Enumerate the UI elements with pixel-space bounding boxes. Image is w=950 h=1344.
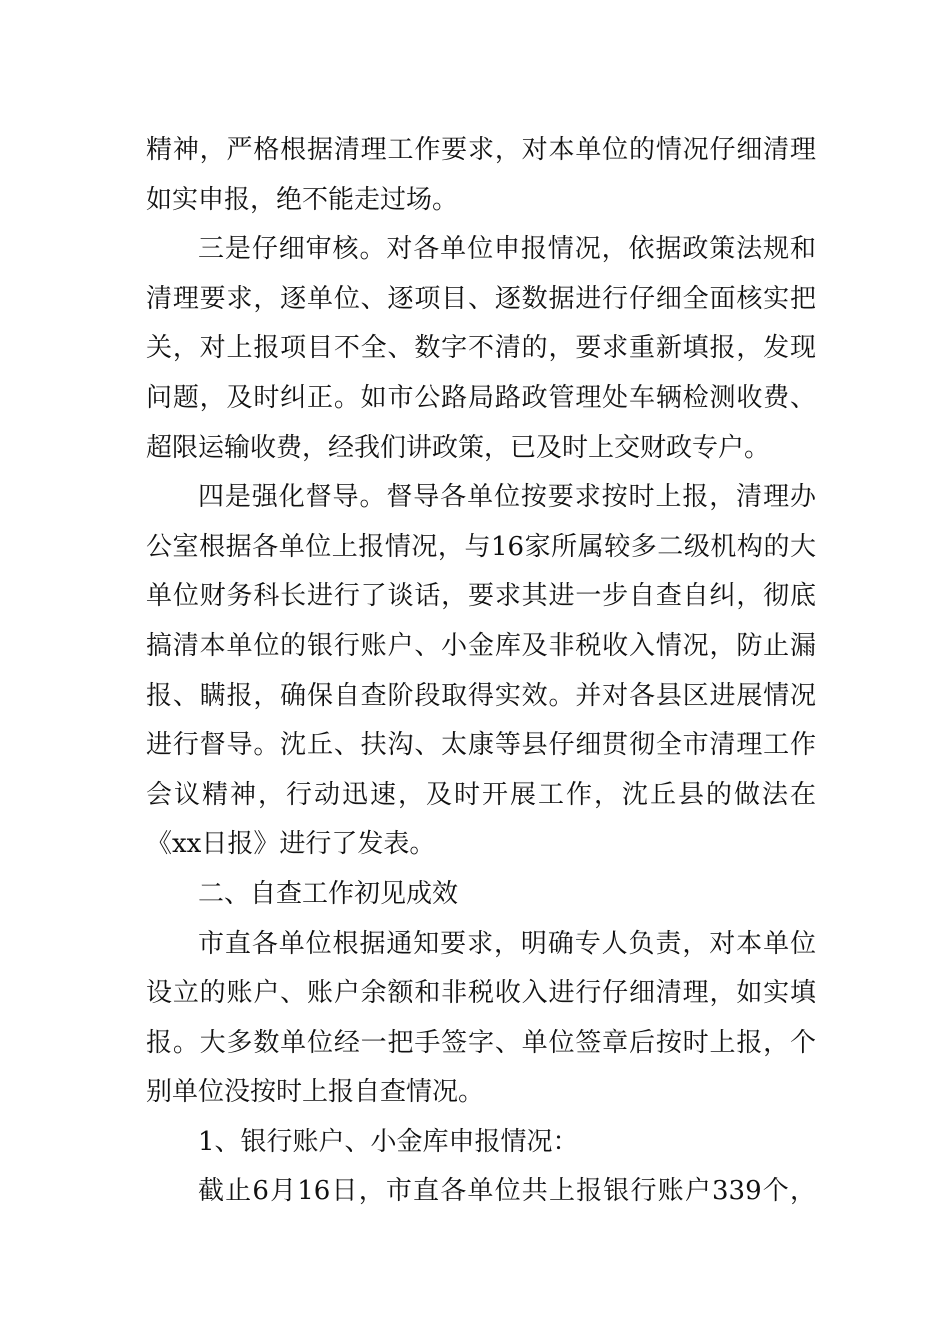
paragraph-start-line: 市直各单位根据通知要求，明确专人负责，对本单位 <box>198 928 816 959</box>
text-line: 会议精神，行动迅速，及时开展工作，沈丘县的做法在 <box>146 779 816 810</box>
subsection-heading: 1、银行账户、小金库申报情况： <box>198 1126 579 1157</box>
text-line: 如实申报，绝不能走过场。 <box>146 184 459 215</box>
text-line: 进行督导。沈丘、扶沟、太康等县仔细贯彻全市清理工作 <box>146 730 816 761</box>
text-line: 超限运输收费，经我们讲政策，已及时上交财政专户。 <box>146 432 771 463</box>
section-heading: 二、自查工作初见成效 <box>198 878 459 909</box>
paragraph-start-line: 四是强化督导。督导各单位按要求按时上报，清理办 <box>198 482 816 513</box>
text-line: 别单位没按时上报自查情况。 <box>146 1077 485 1108</box>
text-line: 报、瞒报，确保自查阶段取得实效。并对各县区进展情况 <box>146 680 816 711</box>
document-body <box>146 126 816 1217</box>
paragraph-start-line: 截止6月16日，市直各单位共上报银行账户339个， <box>198 1176 816 1207</box>
text-line: 《xx日报》进行了发表。 <box>146 829 436 860</box>
paragraph-start-line: 三是仔细审核。对各单位申报情况，依据政策法规和 <box>198 234 816 265</box>
text-line: 关，对上报项目不全、数字不清的，要求重新填报，发现 <box>146 333 816 364</box>
text-line: 报。大多数单位经一把手签字、单位签章后按时上报，个 <box>146 1027 816 1058</box>
text-line: 问题，及时纠正。如市公路局路政管理处车辆检测收费、 <box>146 382 816 413</box>
text-line: 精神，严格根据清理工作要求，对本单位的情况仔细清理 <box>146 135 816 165</box>
text-line: 公室根据各单位上报情况，与16家所属较多二级机构的大 <box>146 531 816 562</box>
text-line: 设立的账户、账户余额和非税收入进行仔细清理，如实填 <box>146 978 816 1009</box>
text-line: 单位财务科长进行了谈话，要求其进一步自查自纠，彻底 <box>146 581 816 612</box>
text-line: 清理要求，逐单位、逐项目、逐数据进行仔细全面核实把 <box>146 283 816 314</box>
text-line: 搞清本单位的银行账户、小金库及非税收入情况，防止漏 <box>146 630 816 661</box>
